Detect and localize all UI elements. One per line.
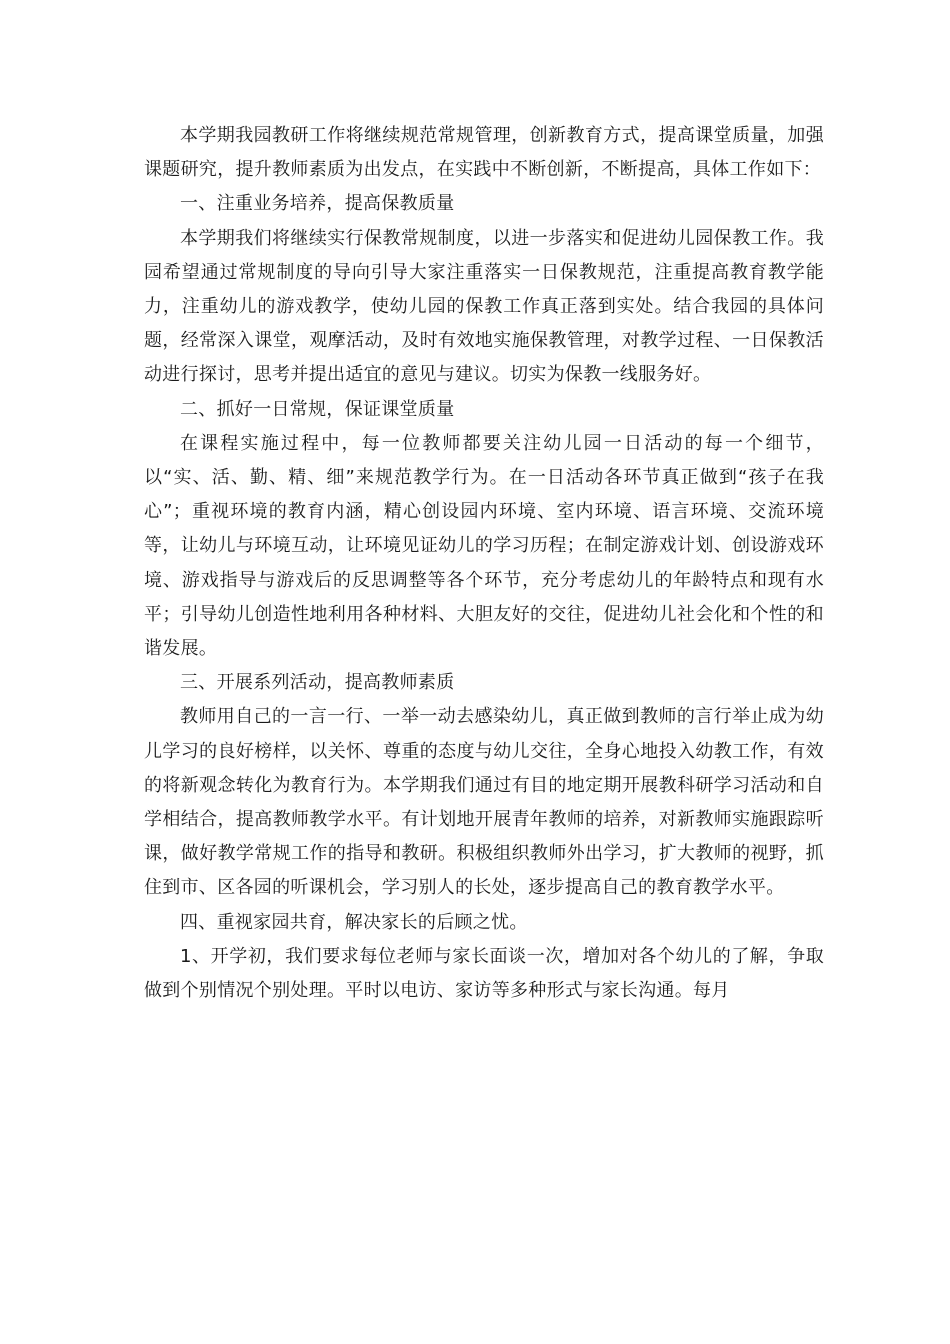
section-body-1: 本学期我们将继续实行保教常规制度，以进一步落实和促进幼儿园保教工作。我园希望通过常规制度的导向引导大家注重落实一日保教规范，注重提高教育教学能力，注重幼儿的游戏教学，使幼儿园的保教工作真正落到实处。结合我园的具体问题，经常深入课堂，观摩活动，及时有效地实施保教管理，对教学过程、一日保教活动进行探讨，思考并提出适宜的意见与建议。切实为保教一线服务好。 xyxy=(144,227,824,386)
document-body xyxy=(144,119,824,1008)
section-body-4-item-1: 1、开学初，我们要求每位老师与家长面谈一次，增加对各个幼儿的了解，争取做到个别情况个别处理。平时以电访、家访等多种形式与家长沟通。每月 xyxy=(144,945,824,1002)
section-heading-2: 二、抓好一日常规，保证课堂质量 xyxy=(180,398,455,420)
section-body-3: 教师用自己的一言一行、一举一动去感染幼儿，真正做到教师的言行举止成为幼儿学习的良好榜样，以关怀、尊重的态度与幼儿交往，全身心地投入幼教工作，有效的将新观念转化为教育行为。本学期我们通过有目的地定期开展教科研学习活动和自学相结合，提高教师教学水平。有计划地开展青年教师的培养，对新教师实施跟踪听课，做好教学常规工作的指导和教研。积极组织教师外出学习，扩大教师的视野，抓住到市、区各园的听课机会，学习别人的长处，逐步提高自己的教育教学水平。 xyxy=(144,706,824,899)
intro-paragraph: 本学期我园教研工作将继续规范常规管理，创新教育方式，提高课堂质量，加强课题研究，提升教师素质为出发点，在实践中不断创新，不断提高，具体工作如下： xyxy=(144,125,824,181)
section-heading-4: 四、重视家园共育，解决家长的后顾之忧。 xyxy=(180,911,528,933)
section-heading-1: 一、注重业务培养，提高保教质量 xyxy=(180,193,455,215)
section-heading-3: 三、开展系列活动，提高教师素质 xyxy=(180,672,455,694)
section-body-2: 在课程实施过程中，每一位教师都要关注幼儿园一日活动的每一个细节，以“实、活、勤、精、细”来规范教学行为。在一日活动各环节真正做到“孩子在我心”；重视环境的教育内涵，精心创设园内环境、室内环境、语言环境、交流环境等，让幼儿与环境互动，让环境见证幼儿的学习历程；在制定游戏计划、创设游戏环境、游戏指导与游戏后的反思调整等各个环节，充分考虑幼儿的年龄特点和现有水平；引导幼儿创造性地利用各种材料、大胆友好的交往，促进幼儿社会化和个性的和谐发展。 xyxy=(144,432,824,660)
